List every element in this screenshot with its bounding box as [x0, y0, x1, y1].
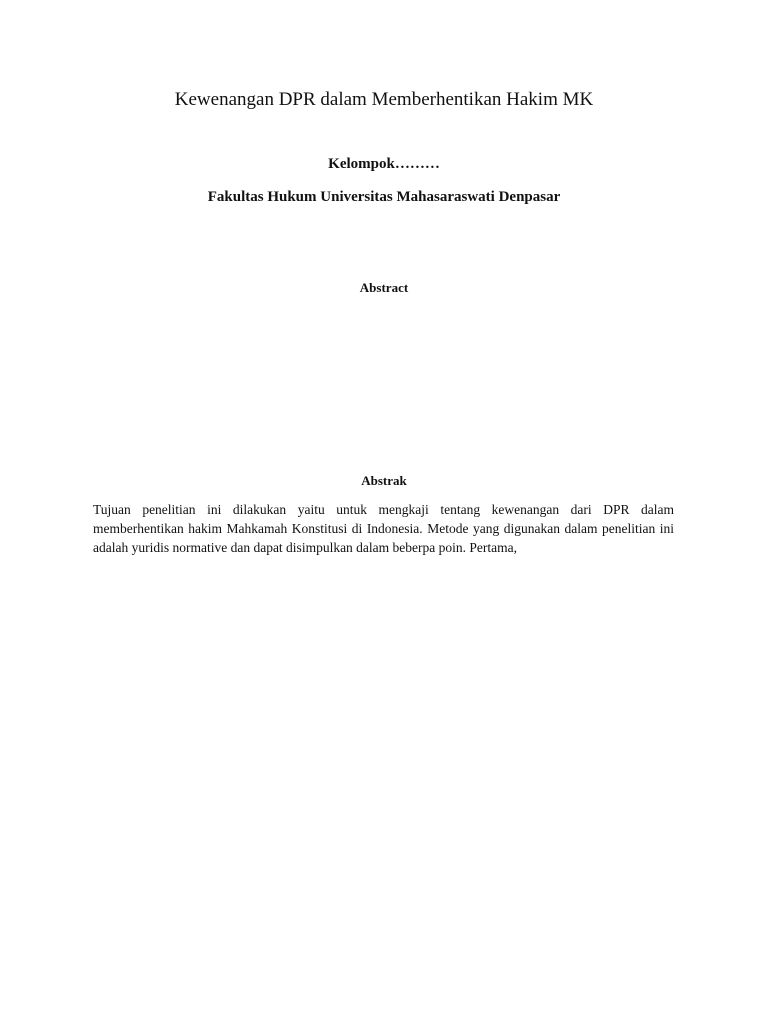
abstrak-paragraph: Tujuan penelitian ini dilakukan yaitu untuk mengkaji tentang kewenangan dari DPR dalam memberhentikan hakim Mahkamah Konstitusi di Indonesia. Metode yang digunakan dalam penelitian ini adalah yuridis normative dan dapat disimpulkan dalam beberpa poin. Pertama,: [93, 502, 674, 555]
group-label: Kelompok………: [328, 156, 440, 172]
abstract-heading: Abstract: [359, 280, 409, 295]
abstrak-heading: Abstrak: [361, 473, 407, 488]
document-title: Kewenangan DPR dalam Memberhentikan Hakim MK: [174, 89, 594, 110]
faculty-affiliation: Fakultas Hukum Universitas Mahasaraswati Denpasar: [207, 189, 561, 205]
